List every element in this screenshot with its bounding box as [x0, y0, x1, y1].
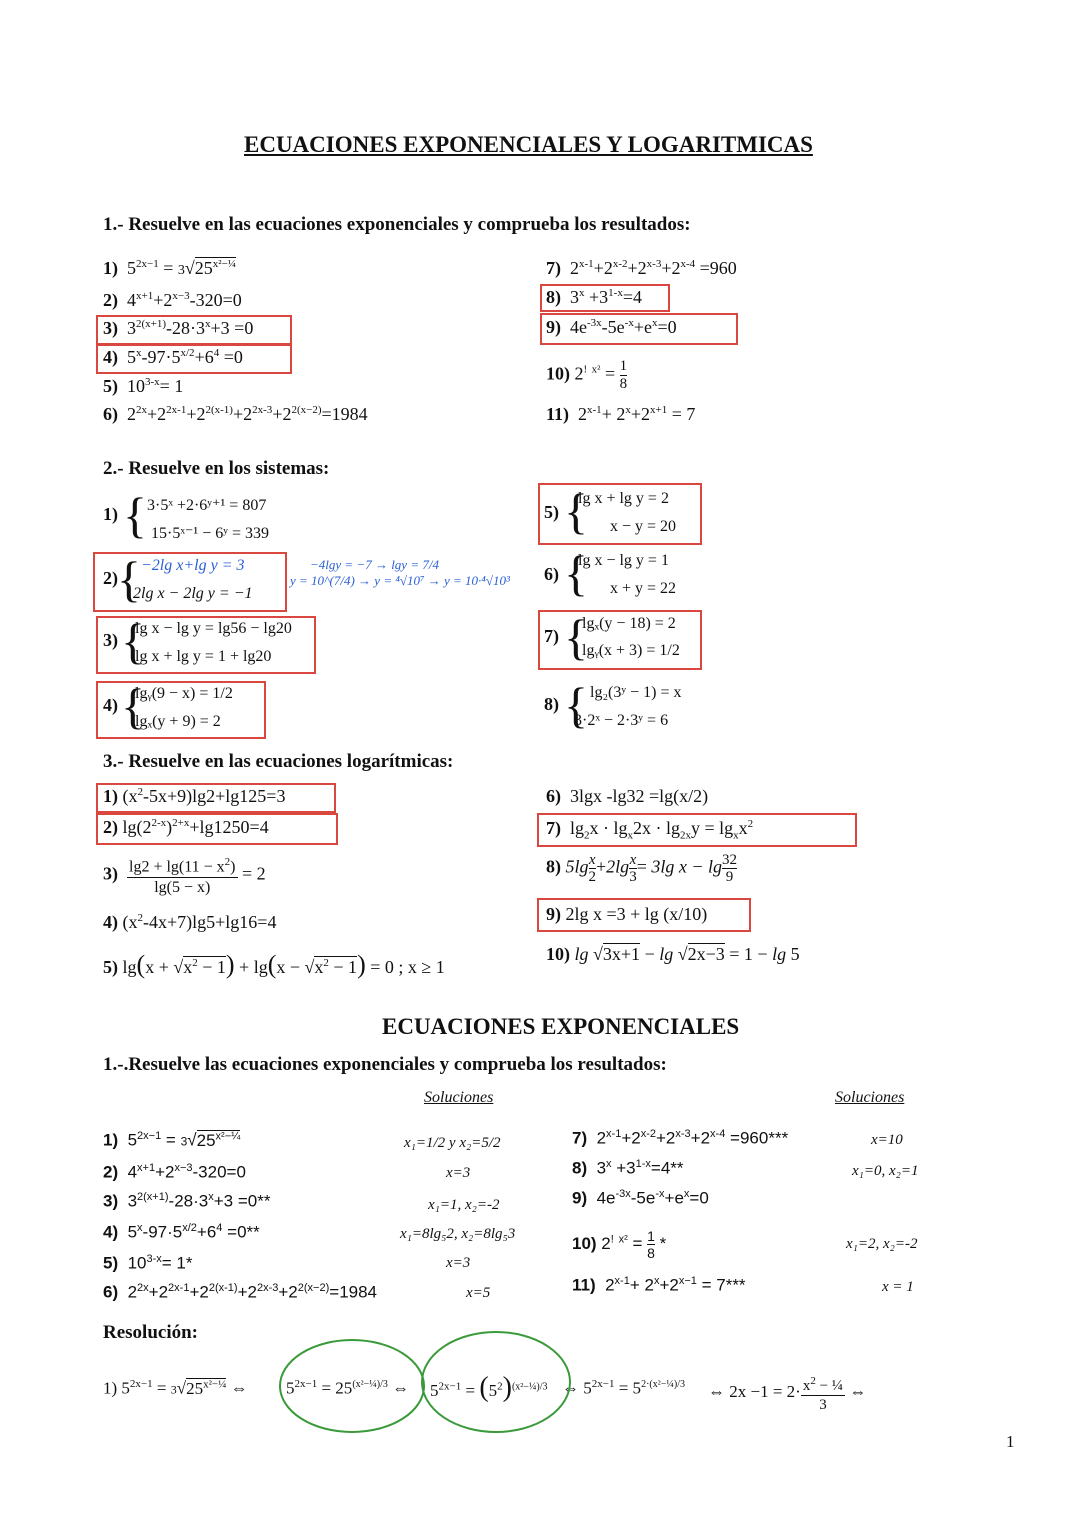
s3-eq8: 8) 5lg $\frac{x}{2}$ +2lg $\frac{x}{3}$ = 3lg x − lg $\frac{32}{9}$ [546, 852, 737, 885]
section3-heading: 3.- Resuelve en las ecuaciones logarítmicas: [103, 751, 454, 772]
p2-sol4: x₁=8lg₅2, x₂=8lg₅3 [400, 1226, 516, 1242]
resolution-step-2: $5^{2x-1} = 25^{(x^2-\frac{1}{4})/3}$ ⇔ [286, 1378, 410, 1398]
resolution-label: Resolución: [103, 1322, 198, 1343]
s1-eq9: 9) $4e^{-3x}-5e^{-x}+e^x=0$ [546, 317, 677, 337]
p2-eq9: 9) $4e^{-3x}-5e^{-x}+e^x=0$ [572, 1188, 709, 1208]
resolution-step-1: 1) $5^{2x-1} = 3√25^{x^2-\frac{1}{4}}$ ⇔ [103, 1378, 248, 1398]
p2-eq7: 7) $2^{x-1}+2^{x-2}+2^{x-3}+2^{x-4} =960***$ [572, 1128, 789, 1148]
handwritten-note: −4lgy = −7 → lgy = 7/4 [310, 557, 439, 572]
part2-title: ECUACIONES EXPONENCIALES [382, 1014, 740, 1039]
p2-sol10: x₁=2, x₂=-2 [846, 1236, 918, 1252]
system-6: 6) { lg x − lg y = 1 x + y = 22 [544, 545, 677, 601]
p2-eq1: 1) $5^{2x-1} = 3√25^{x^2-\frac{1}{4}}$ [103, 1130, 241, 1150]
s3-eq2: 2) $\lg(2^{2-x})^{2+x}+\lg 1250=4$ [103, 817, 269, 837]
section1-heading: 1.- Resuelve en las ecuaciones exponenciales y comprueba los resultados: [103, 214, 691, 235]
p2-sol5: x=3 [446, 1255, 471, 1271]
p2-sol8: x₁=0, x₂=1 [852, 1163, 919, 1179]
s1-eq3: 3) $3^{2(x+1)}-28\cdot 3^x+3 =0$ [103, 318, 254, 338]
page-number: 1 [1006, 1432, 1015, 1451]
p2-eq11: 11) $2^{x-1}+ 2^x+2^{x-1} = 7***$ [572, 1275, 746, 1295]
solutions-header-right: Soluciones [835, 1089, 905, 1106]
p2-eq4: 4) $5^x-97\cdot 5^{x/2}+6^4 =0**$ [103, 1222, 260, 1242]
p2-eq5: 5) $10^{3-x}= 1*$ [103, 1253, 193, 1273]
s3-eq1: 1) $(x^2-5x+9)\lg 2+\lg 125=3$ [103, 786, 286, 806]
p2-sol6: x=5 [466, 1285, 491, 1301]
s1-eq11: 11) $2^{x-1}+ 2^x+2^{x+1} = 7$ [546, 404, 696, 424]
resolution-step-3: $5^{2x-1} = (5^2)^{(x^2-\frac{1}{4})/3}$ [430, 1372, 548, 1403]
handwritten-note: y = 10^(7/4) → y = ⁴√10⁷ → y = 10·⁴√10³ [290, 573, 510, 588]
p2-sol11: x = 1 [882, 1279, 914, 1295]
s3-eq4: 4) $(x^2-4x+7)\lg 5+\lg 16=4$ [103, 912, 277, 932]
p2-sol7: x=10 [871, 1132, 903, 1148]
s1-eq7: 7) $2^{x-1}+2^{x-2}+2^{x-3}+2^{x-4} =960$ [546, 258, 737, 278]
p2-eq10: 10) 2! $^{x^2}$ = $\frac{1}{8}$ * [572, 1228, 667, 1261]
s3-eq10: 10) lg √3x+1 − lg √2x−3 = 1 − lg 5 [546, 944, 800, 964]
s3-eq5: 5) $\lg(x + √x^2 - 1) + \lg(x - √x^2 - 1) = 0$ ; x ≥ 1 [103, 950, 445, 979]
p2-sol1: x₁=1/2 y x₂=5/2 [404, 1135, 501, 1151]
s3-eq7: 7) $\lg_2x \cdot \lg_x2x \cdot \lg_{2x}y = \lg_xx^2$ [546, 818, 754, 842]
page-title: ECUACIONES EXPONENCIALES Y LOGARITMICAS [244, 132, 813, 157]
s1-eq10: 10) 2! $^{x^2}$ = $\frac{1}{8}$ [546, 358, 628, 392]
system-4: 4) { lgᵧ(9 − x) = 1/2 lgₓ(y + 9) = 2 [103, 678, 233, 734]
system-8: 8) { lg₂(3ʸ − 1) = x 3·2ˣ − 2·3ʸ = 6 [544, 677, 682, 733]
resolution-step-4: ⇔ $5^{2x-1} = 5^{2\cdot(x^2-\frac{1}{4})/3}$ [562, 1378, 685, 1398]
s1-eq4: 4) $5^x-97\cdot 5^{x/2}+6^4 =0$ [103, 347, 243, 367]
resolution-step-5: ⇔ 2x −1 = 2· $\frac{x^2 - \frac{1}{4}}{3}$ ⇔ [708, 1372, 866, 1414]
p2-eq2: 2) $4^{x+1}+2^{x-3}-320=0$ [103, 1162, 246, 1182]
system-2: 2) { −2lg x+lg y = 3 2lg x − 2lg y = −1 [103, 551, 253, 607]
system-3: 3) { lg x − lg y = lg56 − lg20 lg x + lg y = 1 + lg20 [103, 613, 292, 669]
s1-eq8: 8) $3^x +3^{1-x}=4$ [546, 287, 642, 307]
s3-eq6: 6) 3lgx -lg32 =lg(x/2) [546, 786, 709, 806]
p2-eq3: 3) $3^{2(x+1)}-28\cdot 3^x+3 =0**$ [103, 1191, 271, 1211]
p2-eq8: 8) $3^x +3^{1-x}=4**$ [572, 1158, 684, 1178]
system-5: 5) { lg x + lg y = 2 x − y = 20 [544, 483, 677, 539]
solutions-header-left: Soluciones [424, 1089, 494, 1106]
p2-sol3: x₁=1, x₂=-2 [428, 1197, 500, 1213]
s3-eq9: 9) 2lg x =3 + lg (x/10) [546, 904, 708, 924]
s1-eq2: 2) $4^{x+1}+2^{x-3}-320=0$ [103, 290, 242, 310]
system-1: 1) { 3·5ˣ +2·6ʸ⁺¹ = 807 15·5ˣ⁻¹ − 6ʸ = 339 [103, 487, 269, 543]
p2-sol2: x=3 [446, 1165, 471, 1181]
s1-eq1: 1) $5^{2x-1} = 3√25^{x^2-\frac{1}{4}}$ [103, 258, 237, 278]
part2-heading: 1.-.Resuelve las ecuaciones exponenciales y comprueba los resultados: [103, 1054, 667, 1075]
section2-heading: 2.- Resuelve en los sistemas: [103, 458, 330, 479]
p2-eq6: 6) $2^{2x}+2^{2x-1}+2^{2(x-1)}+2^{2x-3}+2^{2(x-2)}=1984$ [103, 1282, 378, 1302]
s1-eq6: 6) $2^{2x}+2^{2x-1}+2^{2(x-1)}+2^{2x-3}+2^{2(x-2)}=1984$ [103, 404, 368, 424]
system-7: 7) { lgₓ(y − 18) = 2 lgᵧ(x + 3) = 1/2 [544, 609, 680, 665]
s1-eq5: 5) $10^{3-x}= 1$ [103, 376, 184, 396]
s3-eq3: 3) $\frac{\lg 2 + \lg(11 - x^2)}{\lg(5 - x)}$ = 2 [103, 852, 266, 898]
